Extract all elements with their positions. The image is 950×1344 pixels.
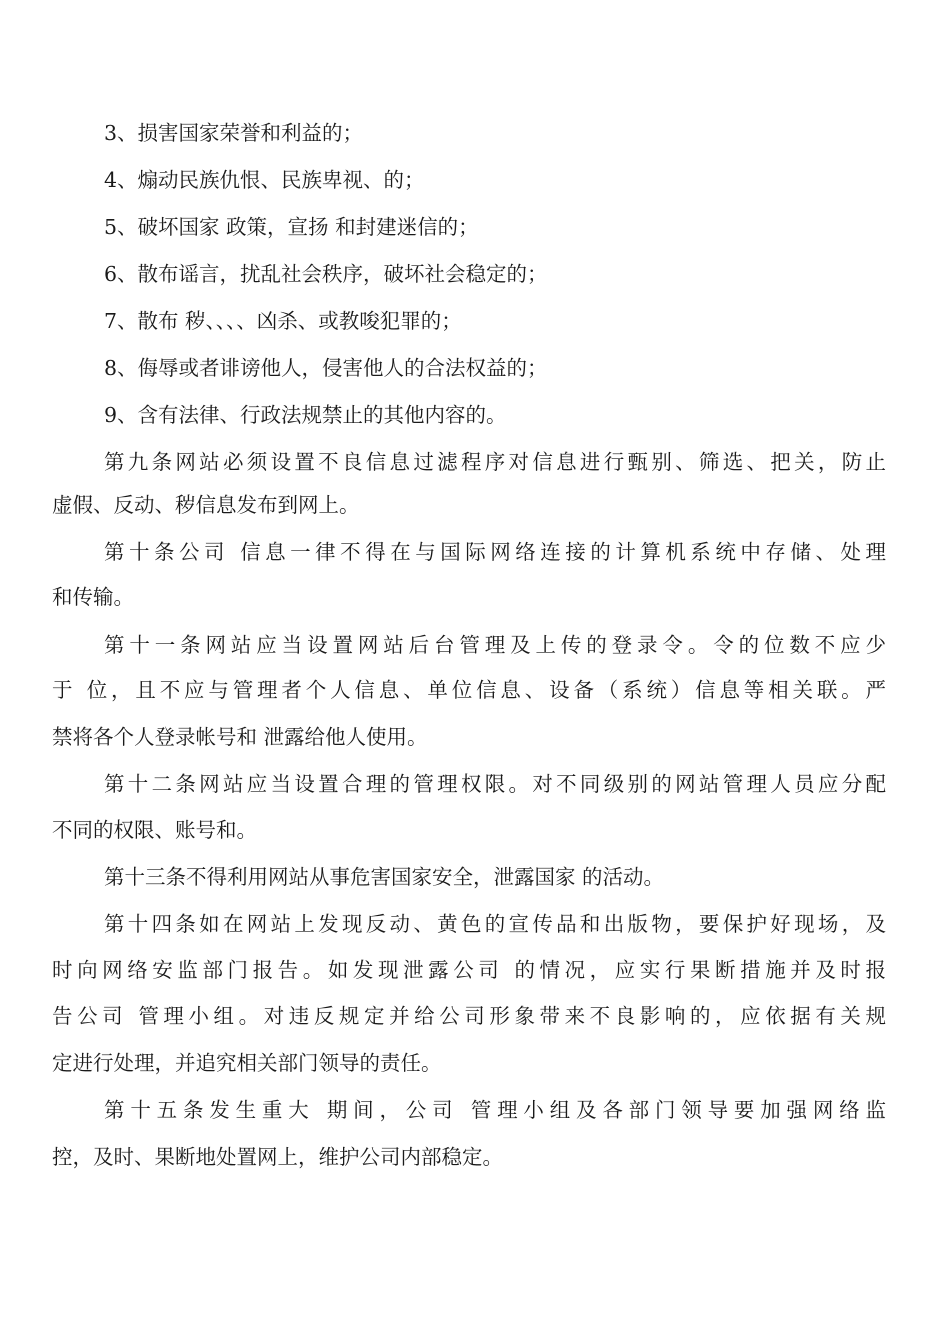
article-14-line: 第十四条如在网站上发现反动、黄色的宣传品和出版物，要保护好现场，及: [104, 912, 886, 936]
article-12-line: 不同的权限、账号和。: [52, 818, 257, 842]
article-15-line: 控，及时、果断地处置网上，维护公司内部稳定。: [52, 1145, 503, 1169]
list-item: 9、含有法律、行政法规禁止的其他内容的。: [104, 403, 507, 427]
article-11-line: 于 位，且不应与管理者个人信息、单位信息、设备（系统）信息等相关联。严: [52, 678, 886, 702]
list-item: 6、散布谣言，扰乱社会秩序，破坏社会稳定的；: [104, 262, 548, 286]
list-item: 4、煽动民族仇恨、民族卑视、的；: [104, 168, 425, 192]
article-11-line: 禁将各个人登录帐号和 泄露给他人使用。: [52, 725, 428, 749]
article-11-line: 第十一条网站应当设置网站后台管理及上传的登录令。令的位数不应少: [104, 633, 886, 657]
article-10-line: 和传输。: [52, 585, 134, 609]
article-10-line: 第十条公司 信息一律不得在与国际网络连接的计算机系统中存储、处理: [104, 540, 886, 564]
article-14-line: 定进行处理，并追究相关部门领导的责任。: [52, 1051, 442, 1075]
article-14-line: 时向网络安监部门报告。如发现泄露公司 的情况，应实行果断措施并及时报: [52, 958, 886, 982]
list-item: 7、散布 秽、、、、凶杀、或教唆犯罪的；: [104, 309, 462, 333]
list-item: 8、侮辱或者诽谤他人，侵害他人的合法权益的；: [104, 356, 548, 380]
article-12-line: 第十二条网站应当设置合理的管理权限。对不同级别的网站管理人员应分配: [104, 772, 886, 796]
article-15-line: 第十五条发生重大 期间，公司 管理小组及各部门领导要加强网络监: [104, 1098, 886, 1122]
article-9-line: 虚假、反动、秽信息发布到网上。: [52, 493, 360, 517]
list-item: 5、破坏国家 政策，宣扬 和封建迷信的；: [104, 215, 479, 239]
article-14-line: 告公司 管理小组。对违反规定并给公司形象带来不良影响的，应依据有关规: [52, 1004, 886, 1028]
article-9-line: 第九条网站必须设置不良信息过滤程序对信息进行甄别、筛选、把关，防止: [104, 450, 886, 474]
article-13-line: 第十三条不得利用网站从事危害国家安全，泄露国家 的活动。: [104, 865, 665, 889]
list-item: 3、损害国家荣誉和利益的；: [104, 121, 364, 145]
